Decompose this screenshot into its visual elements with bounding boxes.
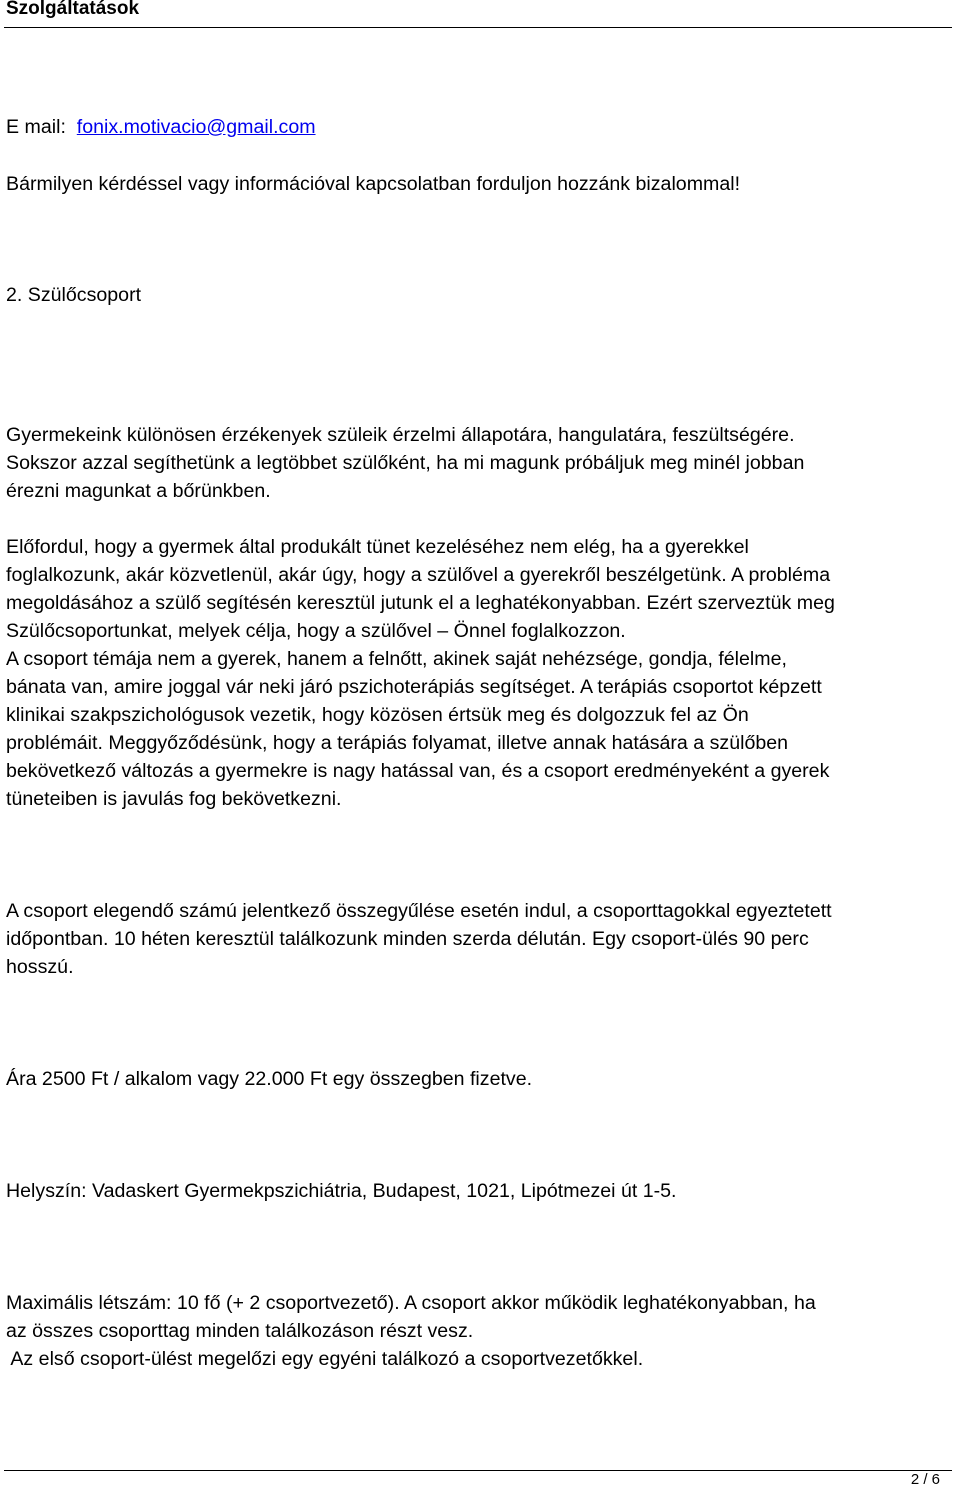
body-line: megoldásához a szülő segítésén keresztül jutunk el a leghatékonyabban. Ezért szerveztük meg — [6, 592, 835, 614]
page-title: Szolgáltatások — [6, 0, 140, 19]
body-line: Szülőcsoportunkat, melyek célja, hogy a szülővel – Önnel foglalkozzon. — [6, 620, 626, 642]
body-line: Előfordul, hogy a gyermek által produkált tünet kezeléséhez nem elég, ha a gyerekkel — [6, 536, 749, 558]
page-number: 2 / 6 — [910, 1471, 940, 1488]
schedule-line: A csoport elegendő számú jelentkező összegyűlése esetén indul, a csoporttagokkal egyeztetett — [6, 900, 832, 922]
email-label: E mail: — [6, 116, 66, 138]
price-text: Ára 2500 Ft / alkalom vagy 22.000 Ft egy összegben fizetve. — [6, 1068, 533, 1090]
body-line: A csoport témája nem a gyerek, hanem a felnőtt, akinek saját nehézsége, gondja, félelme, — [6, 648, 787, 670]
schedule-line: hosszú. — [6, 956, 74, 978]
capacity-line: az összes csoporttag minden találkozáson részt vesz. — [6, 1320, 474, 1342]
body-line: foglalkozunk, akár közvetlenül, akár úgy, hogy a szülővel a gyerekről beszélgetünk. A probléma — [6, 564, 831, 586]
email-link[interactable]: fonix.motivacio@gmail.com — [76, 116, 316, 138]
capacity-line: Az első csoport-ülést megelőzi egy egyéni találkozó a csoportvezetőkkel. — [6, 1348, 644, 1370]
schedule-line: időpontban. 10 héten keresztül találkozunk minden szerda délután. Egy csoport-ülés 90 perc — [6, 928, 809, 950]
body-line: bánata van, amire joggal vár neki járó pszichoterápiás segítséget. A terápiás csoportot képzett — [6, 676, 822, 698]
location-text: Helyszín: Vadaskert Gyermekpszichiátria, Budapest, 1021, Lipótmezei út 1-5. — [6, 1180, 677, 1202]
intro-line: érezni magunkat a bőrünkben. — [6, 480, 271, 502]
body-line: tüneteiben is javulás fog bekövetkezni. — [6, 788, 342, 810]
email-line — [6, 113, 316, 141]
intro-line: Sokszor azzal segíthetünk a legtöbbet szülőként, ha mi magunk próbáljuk meg minél jobban — [6, 452, 805, 474]
section-heading: 2. Szülőcsoport — [6, 284, 142, 306]
body-line: klinikai szakpszichológusok vezetik, hogy közösen értsük meg és dolgozzuk fel az Ön — [6, 704, 749, 726]
body-line: bekövetkező változás a gyermekre is nagy hatással van, és a csoport eredményeként a gyerek — [6, 760, 830, 782]
page-header — [4, 0, 952, 28]
page-footer — [4, 1470, 952, 1488]
intro-line: Gyermekeink különösen érzékenyek szüleik érzelmi állapotára, hangulatára, feszültségére. — [6, 424, 795, 446]
invitation-text: Bármilyen kérdéssel vagy információval kapcsolatban forduljon hozzánk bizalommal! — [6, 173, 741, 195]
body-line: problémáit. Meggyőződésünk, hogy a terápiás folyamat, illetve annak hatására a szülőben — [6, 732, 789, 754]
capacity-line: Maximális létszám: 10 fő (+ 2 csoportvezető). A csoport akkor működik leghatékonyabban, ha — [6, 1292, 816, 1314]
